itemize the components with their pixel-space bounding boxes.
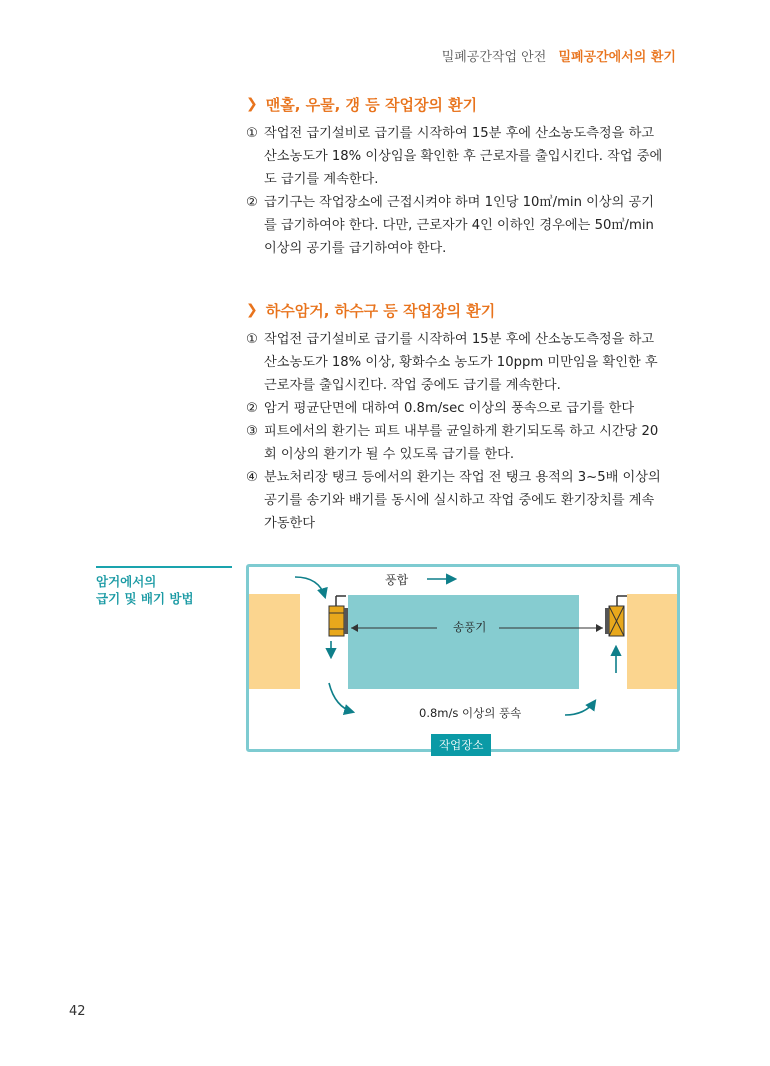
figure-caption: 암거에서의 급기 및 배기 방법	[96, 566, 232, 607]
header-chapter: 밀폐공간작업 안전	[441, 50, 547, 65]
list-item: ② 암거 평균단면에 대하여 0.8m/sec 이상의 풍속으로 급기를 한다	[246, 397, 686, 420]
running-header	[442, 46, 676, 65]
side-wall-right	[627, 594, 677, 689]
speed-label: 0.8m/s 이상의 풍속	[419, 706, 522, 720]
header-section: 밀폐공간에서의 환기	[558, 50, 676, 65]
work-area-badge: 작업장소	[431, 734, 491, 756]
chevron-right-icon: ❯	[246, 96, 258, 112]
duct-label: 송풍기	[449, 619, 490, 635]
section-sewer	[246, 298, 686, 535]
list-item: ③ 피트에서의 환기는 피트 내부를 균일하게 환기되도록 하고 시간당 20 회 이상의 환기가 될 수 있도록 급기를 한다.	[246, 420, 686, 466]
list-item: ① 작업전 급기설비로 급기를 시작하여 15분 후에 산소농도측정을 하고 산소농도가 18% 이상임을 확인한 후 근로자를 출입시킨다. 작업 중에 도 급기를 계속한다.	[246, 122, 686, 191]
diagram-graphic	[249, 567, 677, 749]
item-number: ②	[246, 401, 258, 416]
item-number: ③	[246, 424, 258, 439]
item-number: ①	[246, 332, 258, 347]
fan-left-icon	[329, 596, 348, 636]
side-wall-left	[249, 594, 300, 689]
list-item: ④ 분뇨처리장 탱크 등에서의 환기는 작업 전 탱크 용적의 3~5배 이상의 공기를 송기와 배기를 동시에 실시하고 작업 중에도 환기장치를 계속 가동한다	[246, 466, 686, 535]
section-title: 맨홀, 우물, 갱 등 작업장의 환기	[265, 95, 478, 114]
item-number: ④	[246, 470, 258, 485]
page-number: 42	[69, 1004, 86, 1019]
item-number: ①	[246, 126, 258, 141]
chevron-right-icon: ❯	[246, 302, 258, 318]
list-item: ② 급기구는 작업장소에 근접시켜야 하며 1인당 10㎥/min 이상의 공기 를 급기하여야 한다. 다만, 근로자가 4인 이하인 경우에는 50㎥/min 이상의 공기를 급기하여야 한다.	[246, 191, 686, 260]
work-channel	[348, 595, 579, 689]
list-item: ① 작업전 급기설비로 급기를 시작하여 15분 후에 산소농도측정을 하고 산소농도가 18% 이상, 황화수소 농도가 10ppm 미만임을 확인한 후 근로자를 출입시킨다. 작업 중에도 급기를 계속한다.	[246, 328, 686, 397]
wind-label: 풍합	[385, 573, 409, 587]
item-number: ②	[246, 195, 258, 210]
fan-right-icon	[605, 596, 627, 636]
section-title: 하수암거, 하수구 등 작업장의 환기	[265, 301, 496, 320]
section-manhole	[246, 92, 686, 260]
bottom-right-arrow	[565, 701, 595, 715]
ventilation-diagram	[246, 564, 680, 752]
